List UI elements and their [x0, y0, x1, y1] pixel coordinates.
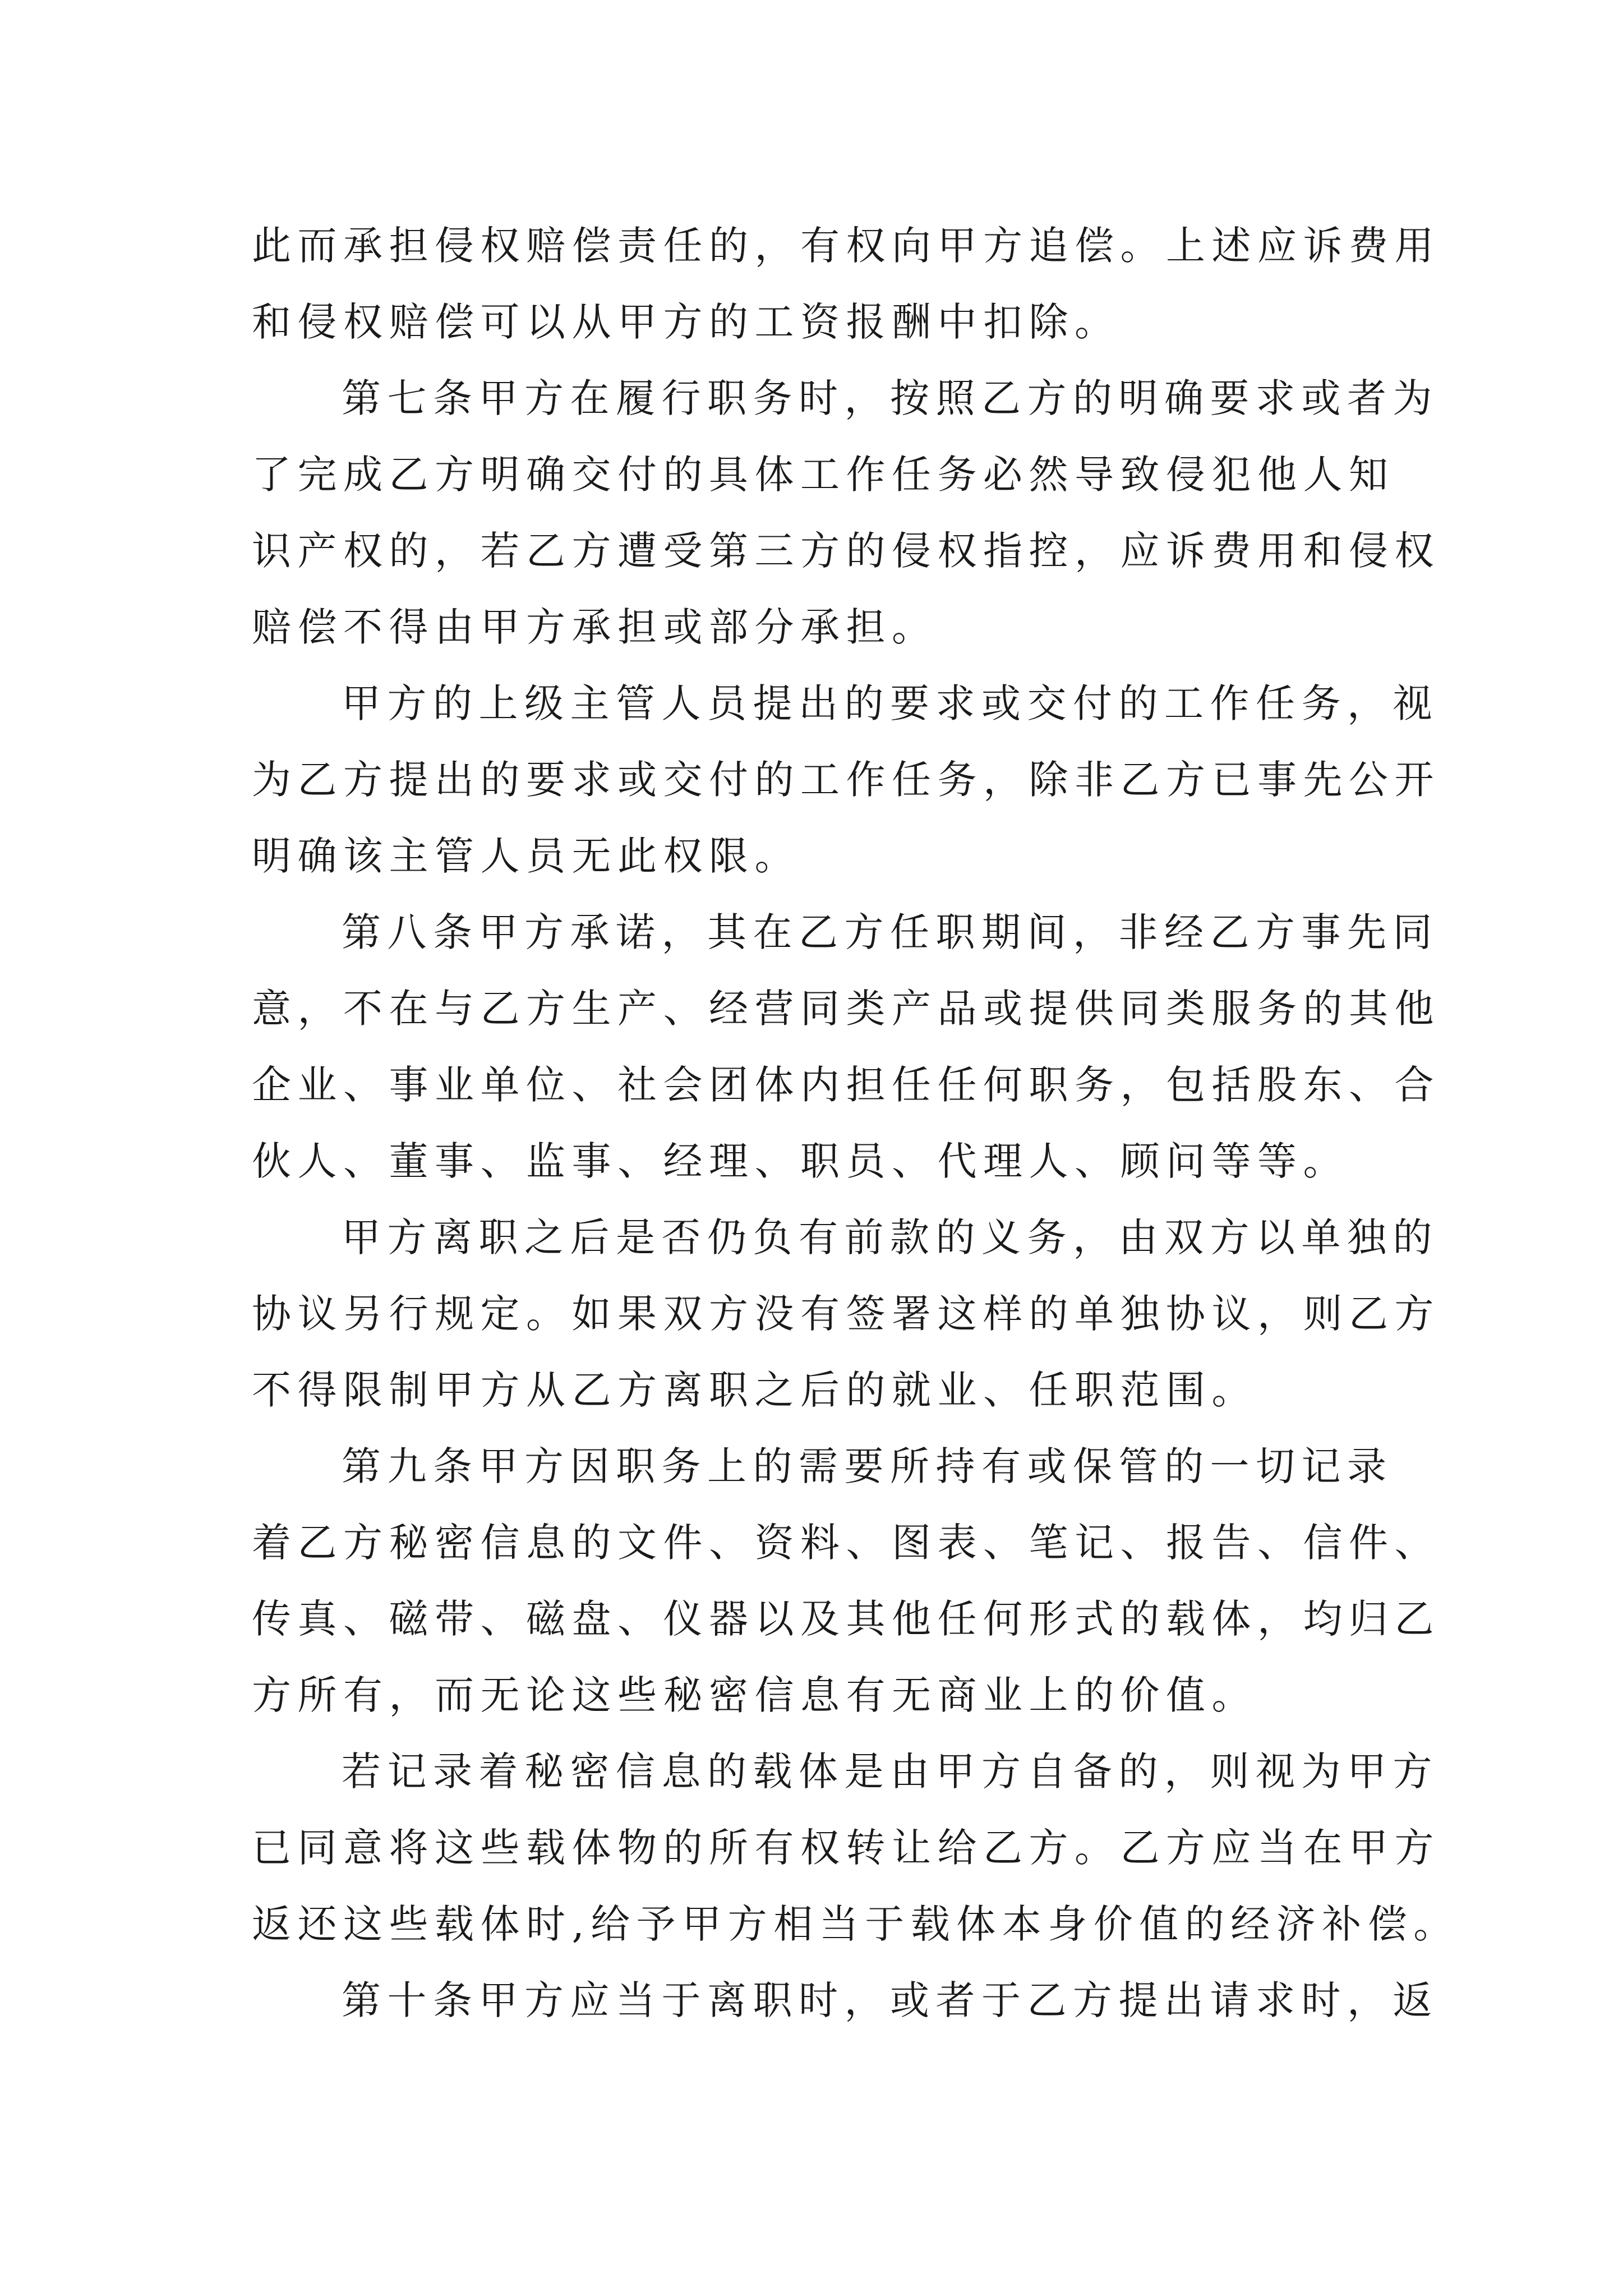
text-line: 明确该主管人员无此权限。 — [252, 833, 800, 879]
article-8-first-line: 第八条甲方承诺，其在乙方任职期间，非经乙方事先同 — [342, 909, 1438, 955]
text-line: 识产权的，若乙方遭受第三方的侵权指控，应诉费用和侵权 — [252, 528, 1440, 574]
text-line: 赔偿不得由甲方承担或部分承担。 — [252, 604, 938, 650]
text-line: 此而承担侵权赔偿责任的，有权向甲方追偿。上述应诉费用 — [252, 223, 1440, 269]
text-line: 方所有，而无论这些秘密信息有无商业上的价值。 — [252, 1672, 1257, 1718]
article-9-first-line: 第九条甲方因职务上的需要所持有或保管的一切记录 — [342, 1443, 1393, 1489]
text-line: 伙人、董事、监事、经理、职员、代理人、顾问等等。 — [252, 1138, 1349, 1184]
text-line: 了完成乙方明确交付的具体工作任务必然导致侵犯他人知 — [252, 452, 1395, 498]
paragraph-first-line: 若记录着秘密信息的载体是由甲方自备的，则视为甲方 — [342, 1749, 1438, 1795]
text-line: 返还这些载体时,给予甲方相当于载体本身价值的经济补偿。 — [252, 1901, 1459, 1947]
text-line: 传真、磁带、磁盘、仪器以及其他任何形式的载体，均归乙 — [252, 1596, 1440, 1642]
document-body — [252, 208, 1459, 2039]
article-7-first-line: 第七条甲方在履行职务时，按照乙方的明确要求或者为 — [342, 375, 1438, 421]
text-line: 已同意将这些载体物的所有权转让给乙方。乙方应当在甲方 — [252, 1825, 1440, 1871]
article-10-first-line: 第十条甲方应当于离职时，或者于乙方提出请求时，返 — [342, 1977, 1438, 2023]
text-line: 企业、事业单位、社会团体内担任任何职务，包括股东、合 — [252, 1062, 1440, 1108]
text-line: 不得限制甲方从乙方离职之后的就业、任职范围。 — [252, 1367, 1257, 1413]
text-line: 意，不在与乙方生产、经营同类产品或提供同类服务的其他 — [252, 986, 1440, 1032]
paragraph-first-line: 甲方离职之后是否仍负有前款的义务，由双方以单独的 — [342, 1214, 1438, 1260]
text-line: 为乙方提出的要求或交付的工作任务，除非乙方已事先公开 — [252, 757, 1440, 803]
text-line: 协议另行规定。如果双方没有签署这样的单独协议，则乙方 — [252, 1291, 1440, 1337]
text-line: 着乙方秘密信息的文件、资料、图表、笔记、报告、信件、 — [252, 1520, 1440, 1566]
text-line: 和侵权赔偿可以从甲方的工资报酬中扣除。 — [252, 299, 1121, 345]
paragraph-first-line: 甲方的上级主管人员提出的要求或交付的工作任务，视 — [342, 680, 1438, 726]
